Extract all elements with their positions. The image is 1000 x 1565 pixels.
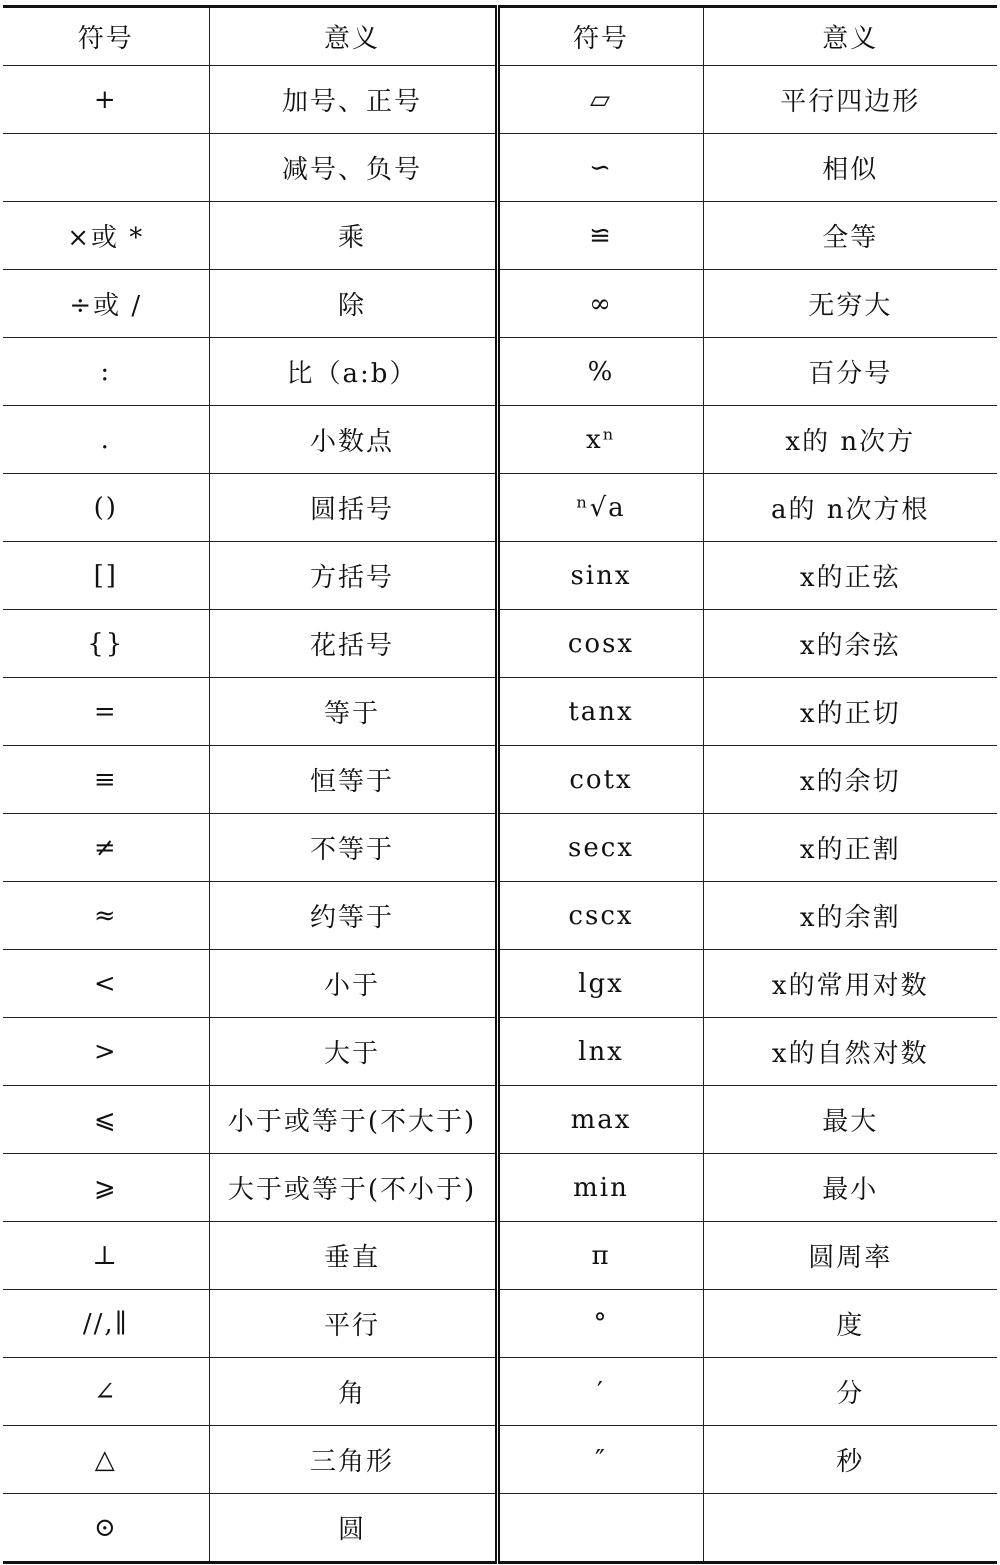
symbol-left-cell: ⊙ — [3, 1494, 209, 1563]
table-row — [3, 610, 997, 678]
table-row — [3, 950, 997, 1018]
table-row — [3, 1222, 997, 1290]
meaning-left-cell: 角 — [209, 1358, 497, 1426]
symbol-right-cell: cscx — [497, 882, 703, 950]
meaning-right-cell: x的自然对数 — [703, 1018, 997, 1086]
meaning-left-cell: 方括号 — [209, 542, 497, 610]
table-row — [3, 542, 997, 610]
meaning-right-cell: x的正弦 — [703, 542, 997, 610]
table-row — [3, 882, 997, 950]
table-row — [3, 66, 997, 134]
meaning-left-cell: 等于 — [209, 678, 497, 746]
symbol-right-cell: ≌ — [497, 202, 703, 270]
meaning-right-cell: 秒 — [703, 1426, 997, 1494]
meaning-left-cell: 约等于 — [209, 882, 497, 950]
symbol-right-cell: lgx — [497, 950, 703, 1018]
meaning-right-cell: 度 — [703, 1290, 997, 1358]
symbol-left-cell: < — [3, 950, 209, 1018]
table-row — [3, 406, 997, 474]
symbol-right-cell: ▱ — [497, 66, 703, 134]
symbol-right-cell: ∽ — [497, 134, 703, 202]
meaning-left-cell: 减号、负号 — [209, 134, 497, 202]
symbol-right-cell: cotx — [497, 746, 703, 814]
meaning-left-cell: 加号、正号 — [209, 66, 497, 134]
symbol-right-cell — [497, 1494, 703, 1563]
meaning-left-cell: 大于 — [209, 1018, 497, 1086]
symbol-right-cell: max — [497, 1086, 703, 1154]
symbol-right-cell: xⁿ — [497, 406, 703, 474]
symbol-right-cell: ⁿ√a — [497, 474, 703, 542]
symbol-left-cell: [] — [3, 542, 209, 610]
symbol-right-cell: ∞ — [497, 270, 703, 338]
symbol-left-cell: {} — [3, 610, 209, 678]
symbol-left-cell: ÷或 / — [3, 270, 209, 338]
meaning-left-cell: 圆 — [209, 1494, 497, 1563]
symbol-right-cell: cosx — [497, 610, 703, 678]
table-row — [3, 270, 997, 338]
meaning-right-cell: 全等 — [703, 202, 997, 270]
table-row — [3, 1358, 997, 1426]
table-row — [3, 1494, 997, 1563]
meaning-left-cell: 大于或等于(不小于) — [209, 1154, 497, 1222]
symbol-right-cell: ″ — [497, 1426, 703, 1494]
symbol-right-cell: ° — [497, 1290, 703, 1358]
meaning-right-cell: 相似 — [703, 134, 997, 202]
symbol-left-cell: ×或 * — [3, 202, 209, 270]
meaning-left-cell: 垂直 — [209, 1222, 497, 1290]
meaning-right-cell: x的余切 — [703, 746, 997, 814]
meaning-left-cell: 小于或等于(不大于) — [209, 1086, 497, 1154]
table-row — [3, 474, 997, 542]
symbol-left-cell: : — [3, 338, 209, 406]
meaning-right-cell: 分 — [703, 1358, 997, 1426]
meaning-left-cell: 平行 — [209, 1290, 497, 1358]
table-row — [3, 1086, 997, 1154]
symbol-left-cell: ⩾ — [3, 1154, 209, 1222]
symbol-left-cell: () — [3, 474, 209, 542]
meaning-left-cell: 比（a:b） — [209, 338, 497, 406]
table-row — [3, 202, 997, 270]
symbol-right-cell: tanx — [497, 678, 703, 746]
header-symbol-left: 符号 — [3, 7, 209, 66]
symbol-left-cell — [3, 134, 209, 202]
header-meaning-left: 意义 — [209, 7, 497, 66]
meaning-left-cell: 恒等于 — [209, 746, 497, 814]
meaning-left-cell: 小数点 — [209, 406, 497, 474]
symbol-left-cell: △ — [3, 1426, 209, 1494]
symbol-left-cell: ∠ — [3, 1358, 209, 1426]
meaning-right-cell: 圆周率 — [703, 1222, 997, 1290]
symbol-left-cell: ⊥ — [3, 1222, 209, 1290]
symbol-left-cell: = — [3, 678, 209, 746]
meaning-right-cell: 最小 — [703, 1154, 997, 1222]
table-row — [3, 746, 997, 814]
meaning-right-cell: x的正割 — [703, 814, 997, 882]
meaning-left-cell: 不等于 — [209, 814, 497, 882]
table-row — [3, 134, 997, 202]
symbol-left-cell: ≈ — [3, 882, 209, 950]
symbol-left-cell: ≡ — [3, 746, 209, 814]
meaning-right-cell: x的 n次方 — [703, 406, 997, 474]
symbol-right-cell: π — [497, 1222, 703, 1290]
symbol-left-cell: . — [3, 406, 209, 474]
meaning-right-cell — [703, 1494, 997, 1563]
symbol-left-cell: + — [3, 66, 209, 134]
meaning-right-cell: x的余弦 — [703, 610, 997, 678]
symbol-left-cell: ⩽ — [3, 1086, 209, 1154]
table-row — [3, 1290, 997, 1358]
symbol-left-cell: > — [3, 1018, 209, 1086]
symbol-left-cell: //,∥ — [3, 1290, 209, 1358]
meaning-left-cell: 三角形 — [209, 1426, 497, 1494]
meaning-left-cell: 圆括号 — [209, 474, 497, 542]
meaning-right-cell: x的正切 — [703, 678, 997, 746]
meaning-left-cell: 小于 — [209, 950, 497, 1018]
symbol-right-cell: lnx — [497, 1018, 703, 1086]
meaning-right-cell: 最大 — [703, 1086, 997, 1154]
symbol-right-cell: ′ — [497, 1358, 703, 1426]
table-row — [3, 678, 997, 746]
table-row — [3, 338, 997, 406]
table-row — [3, 1018, 997, 1086]
symbol-right-cell: sinx — [497, 542, 703, 610]
header-symbol-right: 符号 — [497, 7, 703, 66]
math-symbol-table — [3, 5, 997, 1564]
header-row — [3, 7, 997, 66]
table-row — [3, 1154, 997, 1222]
meaning-right-cell: x的常用对数 — [703, 950, 997, 1018]
table-body — [3, 66, 997, 1563]
symbol-left-cell: ≠ — [3, 814, 209, 882]
meaning-right-cell: 百分号 — [703, 338, 997, 406]
meaning-right-cell: x的余割 — [703, 882, 997, 950]
header-meaning-right: 意义 — [703, 7, 997, 66]
table-row — [3, 1426, 997, 1494]
meaning-left-cell: 乘 — [209, 202, 497, 270]
meaning-right-cell: 无穷大 — [703, 270, 997, 338]
meaning-right-cell: a的 n次方根 — [703, 474, 997, 542]
symbol-right-cell: min — [497, 1154, 703, 1222]
meaning-left-cell: 除 — [209, 270, 497, 338]
meaning-right-cell: 平行四边形 — [703, 66, 997, 134]
symbol-right-cell: % — [497, 338, 703, 406]
meaning-left-cell: 花括号 — [209, 610, 497, 678]
table-row — [3, 814, 997, 882]
symbol-right-cell: secx — [497, 814, 703, 882]
